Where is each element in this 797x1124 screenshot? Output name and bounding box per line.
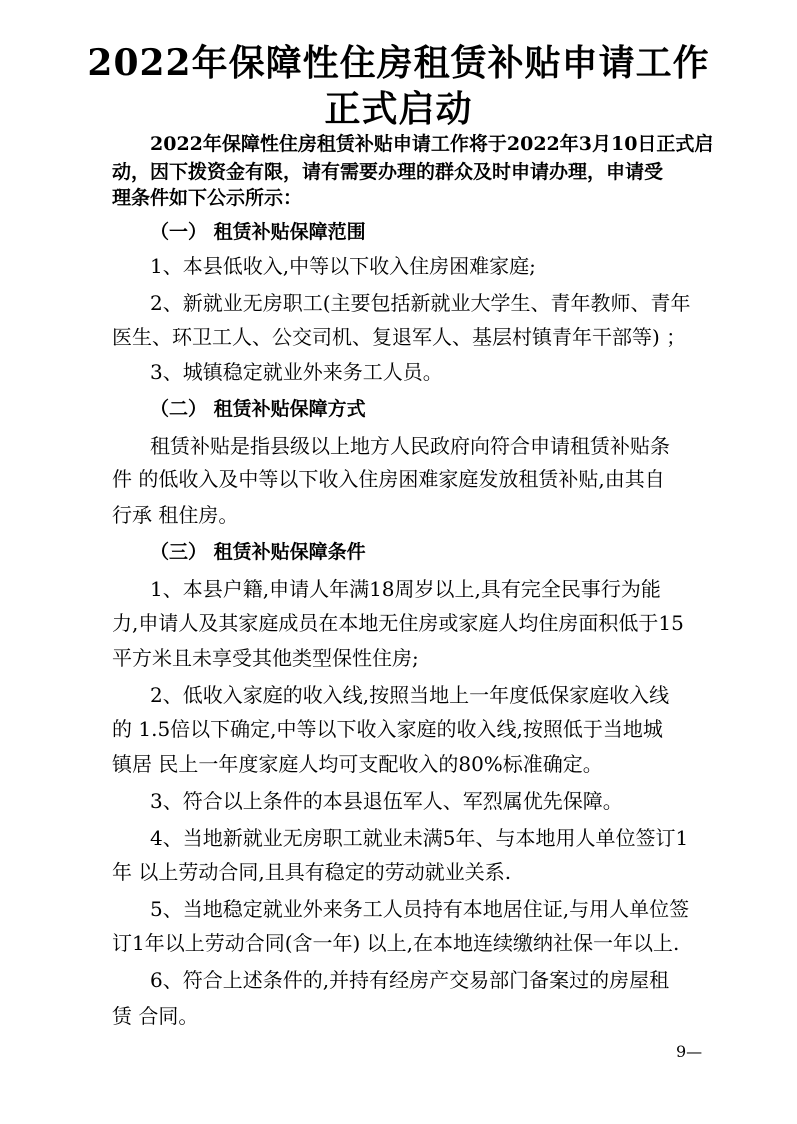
body-line: 行承 租住房。 xyxy=(112,503,239,527)
intro-paragraph-line: 动，因下拨资金有限，请有需要办理的群众及时申请办理，申请受 xyxy=(112,161,664,183)
body-line: 1、本县户籍,申请人年满18周岁以上,具有完全民事行为能 xyxy=(150,577,661,601)
document-title-line-2: 正式启动 xyxy=(324,88,473,130)
body-line: 年 以上劳动合同,且具有稳定的劳动就业关系. xyxy=(112,860,512,884)
section-heading-scope: （一） 租赁补贴保障范围 xyxy=(150,221,366,243)
body-line: 镇居 民上一年度家庭人均可支配收入的80%标准确定。 xyxy=(112,752,603,776)
body-line: 件 的低收入及中等以下收入住房困难家庭发放租赁补贴,由其自 xyxy=(112,467,665,491)
intro-paragraph-line: 理条件如下公示所示： xyxy=(112,187,303,209)
body-line: 3、符合以上条件的本县退伍军人、军烈属优先保障。 xyxy=(150,789,623,813)
body-line: 5、当地稳定就业外来务工人员持有本地居住证,与用人单位签 xyxy=(150,897,690,921)
body-line: 2、新就业无房职工(主要包括新就业大学生、青年教师、青年 xyxy=(150,291,691,315)
body-line: 平方米且未享受其他类型保性住房; xyxy=(112,646,419,670)
body-line: 订1年以上劳动合同(含一年) 以上,在本地连续缴纳社保一年以上. xyxy=(112,931,680,955)
body-line: 2、低收入家庭的收入线,按照当地上一年度低保家庭收入线 xyxy=(150,683,670,707)
body-line: 3、城镇稳定就业外来务工人员。 xyxy=(150,360,443,384)
section-heading-method: （二） 租赁补贴保障方式 xyxy=(150,398,366,420)
body-line: 的 1.5倍以下确定,中等以下收入家庭的收入线,按照低于当地城 xyxy=(112,717,663,741)
body-line: 4、当地新就业无房职工就业未满5年、与本地用人单位签订1 xyxy=(150,826,689,850)
body-line: 6、符合上述条件的,并持有经房产交易部门备案过的房屋租 xyxy=(150,968,670,992)
document-title-line-1: 2022年保障性住房租赁补贴申请工作 xyxy=(87,42,710,84)
page-number: 9— xyxy=(676,1042,703,1061)
body-line: 1、本县低收入,中等以下收入住房困难家庭; xyxy=(150,254,536,278)
body-line: 力,申请人及其家庭成员在本地无住房或家庭人均住房面积低于15 xyxy=(112,611,684,635)
section-heading-conditions: （三） 租赁补贴保障条件 xyxy=(150,541,366,563)
body-line: 医生、环卫工人、公交司机、复退军人、基层村镇青年干部等) ； xyxy=(112,325,687,349)
intro-paragraph-line: 2022年保障性住房租赁补贴申请工作将于2022年3月10日正式启 xyxy=(150,133,714,155)
body-line: 赁 合同。 xyxy=(112,1004,199,1028)
body-line: 租赁补贴是指县级以上地方人民政府向符合申请租赁补贴条 xyxy=(150,434,670,458)
